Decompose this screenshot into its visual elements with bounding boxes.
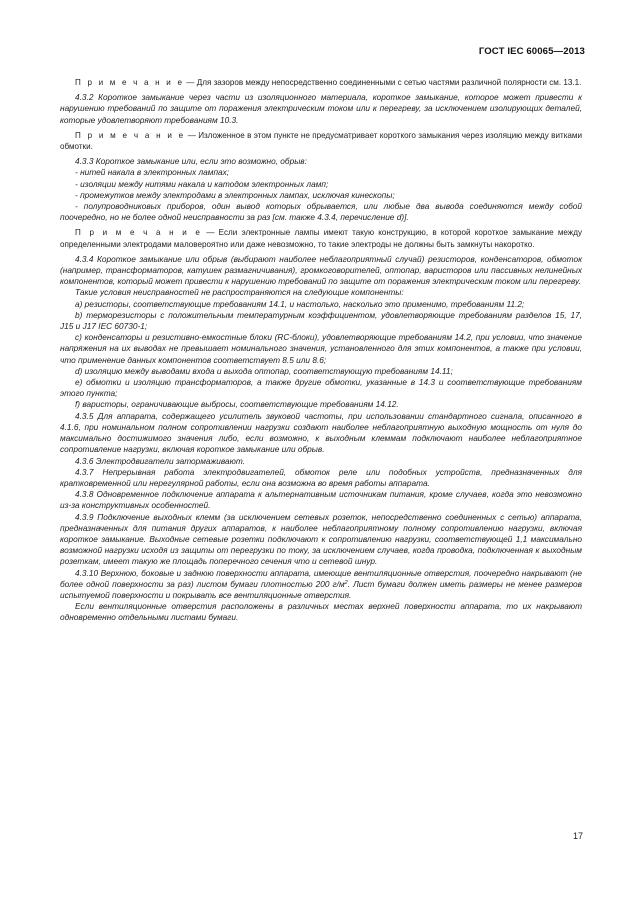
clause-4-3-10-text-2: . Лист бумаги должен иметь размеры не менее размеров испытуемой поверхности и покрывать все вентиляционные отверстия.	[60, 578, 582, 600]
note-paragraph	[60, 227, 582, 249]
note-label: П р и м е ч а н и е	[75, 130, 186, 140]
clause-4-3-8: 4.3.8 Одновременное подключение аппарата к альтернативным источникам питания, кроме случаев, когда это невозможно из-за конструктивных особенностей.	[60, 489, 582, 511]
clause-4-3-6: 4.3.6 Электродвигатели затормаживают.	[75, 455, 245, 466]
clause-4-3-7: 4.3.7 Непрерывная работа электродвигателей, обмоток реле или подобных устройств, предназначенных для кратковременной или нерегулярной работы, если она возможна во время работы аппарата.	[60, 466, 582, 488]
page-number: 17	[572, 831, 583, 841]
list-item: - промежутков между электродами в электронных лампах, исключая кинескопы;	[75, 189, 395, 200]
clause-4-3-10-text-1: 4.3.10 Верхнюю, боковые и заднюю поверхности аппарата, имеющие вентиляционные отверстия, поочередно накрывают (не более одной поверхности за раз) листом бумаги плотностью 200 г/м	[60, 567, 582, 589]
list-item: - изоляции между нитями накала и катодом электронных ламп;	[75, 178, 329, 189]
clause-4-3-3-intro: 4.3.3 Короткое замыкание или, если это возможно, обрыв:	[75, 156, 307, 167]
clause-4-3-2: 4.3.2 Короткое замыкание через части из изоляционного материала, короткое замыкание, которое может привести к нарушению требований по защите от поражения электрическим током или к перегреву, за исключением изолирующих деталей, которые удовлетворяют требованиям 10.3.	[60, 92, 582, 125]
superscript: 2	[344, 579, 348, 586]
note-label: П р и м е ч а н и е	[75, 78, 185, 87]
note-label: П р и м е ч а н и е	[75, 228, 203, 238]
clause-4-3-9: 4.3.9 Подключение выходных клемм (за исключением сетевых розеток, непосредственно соединенных с сетью) аппарата, предназначенных для питания других аппаратов, к наиболее неблагоприятному полному сопротивлению нагрузки, включая короткое замыкание. Выходные сетевые розетки подключают к сопротивлению нагрузки, соответствующей 1,1 максимально возможной нагрузки исходя из защиты от перегрузки по току, за исключением случаев, когда проводка, подключенная к выходным розеткам, имеет такую же площадь поперечного сечения что и сетевой шнур.	[60, 511, 582, 567]
clause-4-3-10	[60, 568, 582, 602]
list-item: a) резисторы, соответствующие требованиям 14.1, и настолько, насколько это применимо, требованиям 11.2;	[75, 298, 525, 309]
note-text: — Если электронные лампы имеют такую конструкцию, в которой короткое замыкание между определенными электродами маловероятно или даже невозможно, то такие электроды не должны быть замкнуты накоротко.	[60, 228, 582, 249]
list-item: c) конденсаторы и резистивно-емкостные блоки (RC-блоки), удовлетворяющие требованиям 14.2, при условии, что значение напряжения на их выводах не превышает номинального значения, установленного для этих компонентов, а также при условии, что применение данных компонентов соответствует 8.5 или 8.6;	[60, 332, 582, 365]
clause-4-3-4-lead: Такие условия неисправностей не распространяются на следующие компоненты:	[75, 287, 404, 298]
note-paragraph	[60, 130, 582, 152]
note-text: — Изложенное в этом пункте не предусматривает короткого замыкания через изоляцию между витками обмотки.	[60, 130, 583, 152]
clause-4-3-10-para-2: Если вентиляционные отверстия расположены в различных местах верхней поверхности аппарата, то их накрывают одновременно отдельными листами бумаги.	[60, 601, 582, 623]
list-item: f) варисторы, ограничивающие выбросы, соответствующие требованиям 14.12.	[75, 399, 399, 410]
list-item: e) обмотки и изоляцию трансформаторов, а также другие обмотки, указанные в 14.3 и соответствующие требованиям этого пункта;	[60, 377, 582, 399]
note-paragraph	[60, 77, 582, 88]
list-item: - нитей накала в электронных лампах;	[75, 167, 230, 178]
list-item: b) терморезисторы с положительным температурным коэффициентом, удовлетворяющие требованиям разделов 15, 17, J15 и J17 IEC 60730-1;	[60, 309, 582, 332]
clause-4-3-5: 4.3.5 Для аппарата, содержащего усилитель звуковой частоты, при использовании стандартного сигнала, описанного в 4.1.6, при номинальном полном сопротивлении нагрузки создают наиболее неблагоприятную выходную мощность от нуля до максимально достижимого значения либо, если возможно, к выходным клеммам подключают наиболее неблагоприятное сопротивление нагрузки, включая короткое замыкание или обрыв.	[60, 410, 582, 455]
list-item: d) изоляцию между выводами входа и выхода оптопар, соответствующую требованиям 14.11;	[75, 365, 453, 376]
standard-header: ГОСТ IEC 60065—2013	[478, 46, 585, 57]
list-item: - полупроводниковых приборов, один вывод которых обрывается, или любые два вывода соединяются между собой поочередно, но не более одной неисправности за раз [см. также 4.3.4, перечисление d)].	[60, 201, 582, 223]
note-text: — Для зазоров между непосредственно соединенными с сетью частями различной полярности см. 13.1.	[184, 78, 582, 87]
clause-4-3-4-intro: 4.3.4 Короткое замыкание или обрыв (выбирают наиболее неблагоприятный случай) резисторов, конденсаторов, обмоток (например, трансформаторов, катушек размагничивания), громкоговорителей, оптопар, варисторов или пассивных нелинейных компонентов, который может привести к нарушению требований по защите от поражения электрическим током или перегреву.	[60, 253, 582, 287]
document-body	[60, 77, 582, 624]
